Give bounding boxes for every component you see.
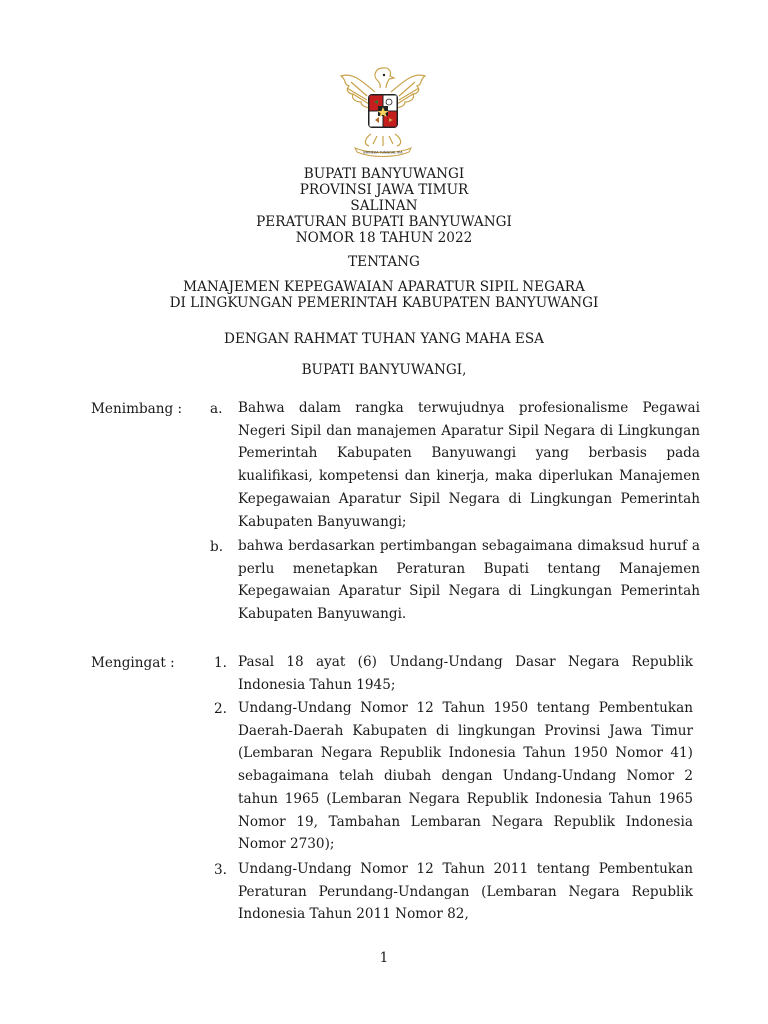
item-marker: 1. (214, 655, 227, 671)
item-marker: b. (210, 539, 224, 555)
document-title (0, 279, 768, 311)
item-marker: 2. (214, 701, 227, 717)
menimbang-item-text: bahwa berdasarkan pertimbangan sebagaimana dimaksud huruf a perlu menetapkan Peraturan Bupati tentang Manajemen Kepegawaian Aparatur Sipil Negara di Lingkungan Pemerintah Kabupaten Banyuwangi. (238, 538, 700, 623)
emblem-motto: BHINEKA TUNGGAL IKA (363, 150, 403, 155)
document-header (0, 166, 768, 246)
menimbang-label: Menimbang : (91, 401, 183, 417)
header-line: PERATURAN BUPATI BANYUWANGI (256, 214, 512, 230)
header-line: NOMOR 18 TAHUN 2022 (295, 230, 473, 246)
item-marker: 3. (214, 862, 227, 878)
menimbang-item-text: Bahwa dalam rangka terwujudnya profesionalisme Pegawai Negeri Sipil dan manajemen Aparatur Sipil Negara di Lingkungan Pemerintah Kabupaten Banyuwangi yang berbasis pada kualifikasi, kompetensi dan kinerja, maka diperlukan Manajemen Kepegawaian Aparatur Sipil Negara di Lingkungan Pemerintah Kabupaten Banyuwangi; (238, 400, 700, 530)
tentang-heading: TENTANG (348, 254, 420, 270)
header-line: PROVINSI JAWA TIMUR (299, 182, 469, 198)
mengingat-label: Mengingat : (91, 655, 175, 671)
bupati-line: BUPATI BANYUWANGI, (301, 362, 467, 378)
header-line: SALINAN (350, 198, 418, 214)
garuda-emblem-icon (333, 62, 433, 160)
item-marker: a. (210, 401, 223, 417)
mengingat-item-text: Pasal 18 ayat (6) Undang-Undang Dasar Negara Republik Indonesia Tahun 1945; (238, 654, 693, 693)
mengingat-item-text: Undang-Undang Nomor 12 Tahun 1950 tentang Pembentukan Daerah-Daerah Kabupaten di lingkungan Provinsi Jawa Timur (Lembaran Negara Republik Indonesia Tahun 1950 Nomor 41) sebagaimana telah diubah dengan Undang-Undang Nomor 2 tahun 1965 (Lembaran Negara Republik Indonesia Tahun 1965 Nomor 19, Tambahan Lembaran Negara Republik Indonesia Nomor 2730); (238, 700, 693, 853)
mengingat-item-text: Undang-Undang Nomor 12 Tahun 2011 tentang Pembentukan Peraturan Perundang-Undangan (Lembaran Negara Republik Indonesia Tahun 2011 Nomor 82, (238, 861, 693, 923)
title-line: DI LINGKUNGAN PEMERINTAH KABUPATEN BANYUWANGI (169, 295, 599, 311)
page-number: 1 (379, 950, 389, 966)
title-line: MANAJEMEN KEPEGAWAIAN APARATUR SIPIL NEGARA (183, 279, 585, 295)
rahmat-line: DENGAN RAHMAT TUHAN YANG MAHA ESA (224, 331, 544, 347)
header-line: BUPATI BANYUWANGI (303, 166, 465, 182)
